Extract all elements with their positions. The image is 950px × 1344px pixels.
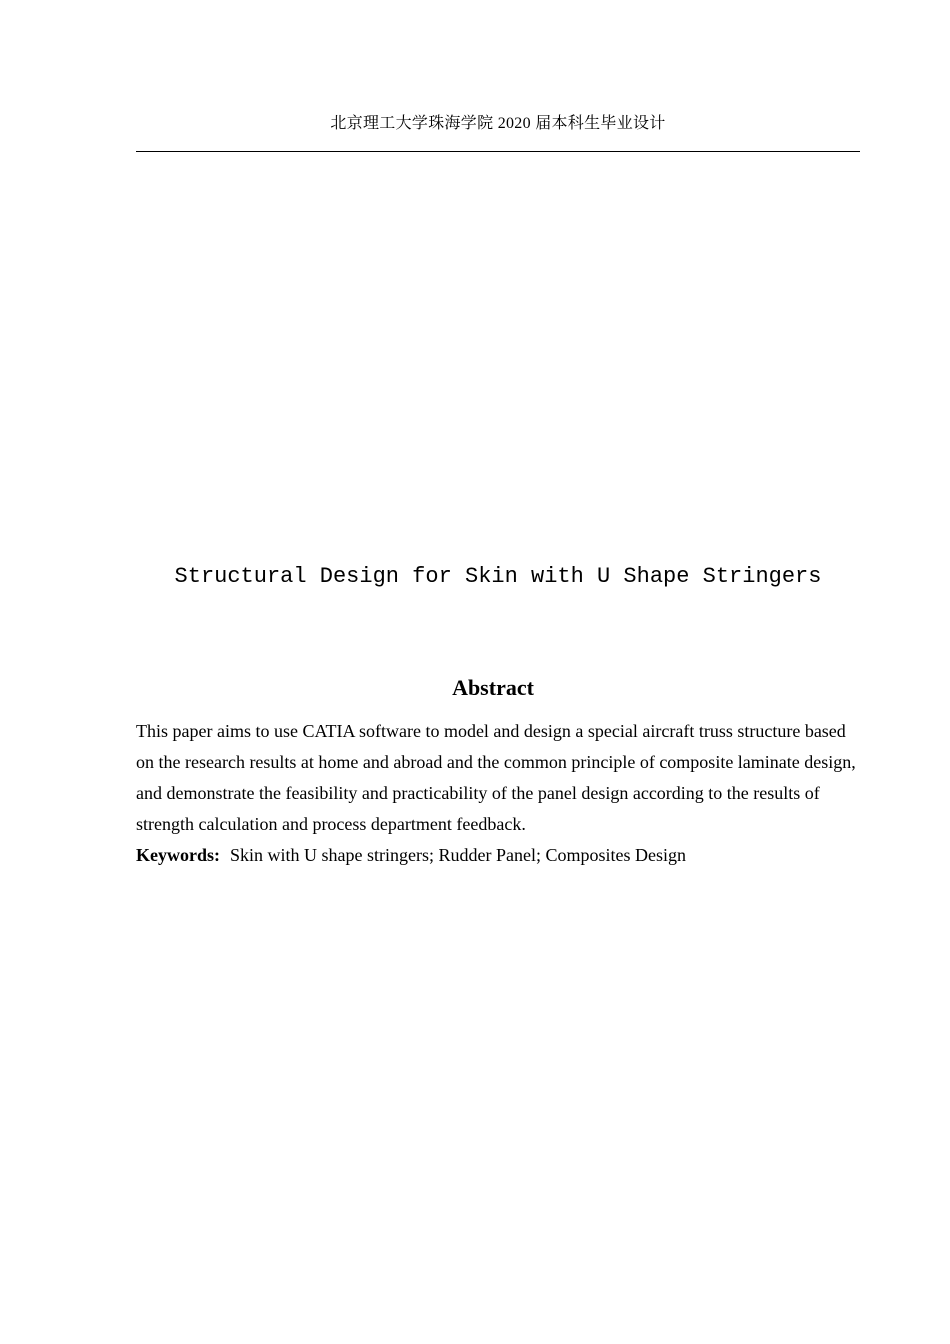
header-rule — [136, 151, 860, 152]
page-header: 北京理工大学珠海学院 2020 届本科生毕业设计 — [330, 115, 666, 132]
abstract-body: This paper aims to use CATIA software to model and design a special aircraft truss structure based on the research results at home and abroad and the common principle of composite laminate design, and demonstrate the feasibility and practicability of the panel design according to the results of strength calculation and process department feedback. — [136, 721, 856, 834]
abstract-heading: Abstract — [452, 675, 534, 700]
keywords-text: Skin with U shape stringers; Rudder Panel; Composites Design — [230, 845, 686, 865]
paper-title: Structural Design for Skin with U Shape Stringers — [174, 564, 822, 589]
keywords-line — [136, 840, 860, 871]
keywords-label: Keywords: — [136, 845, 220, 865]
